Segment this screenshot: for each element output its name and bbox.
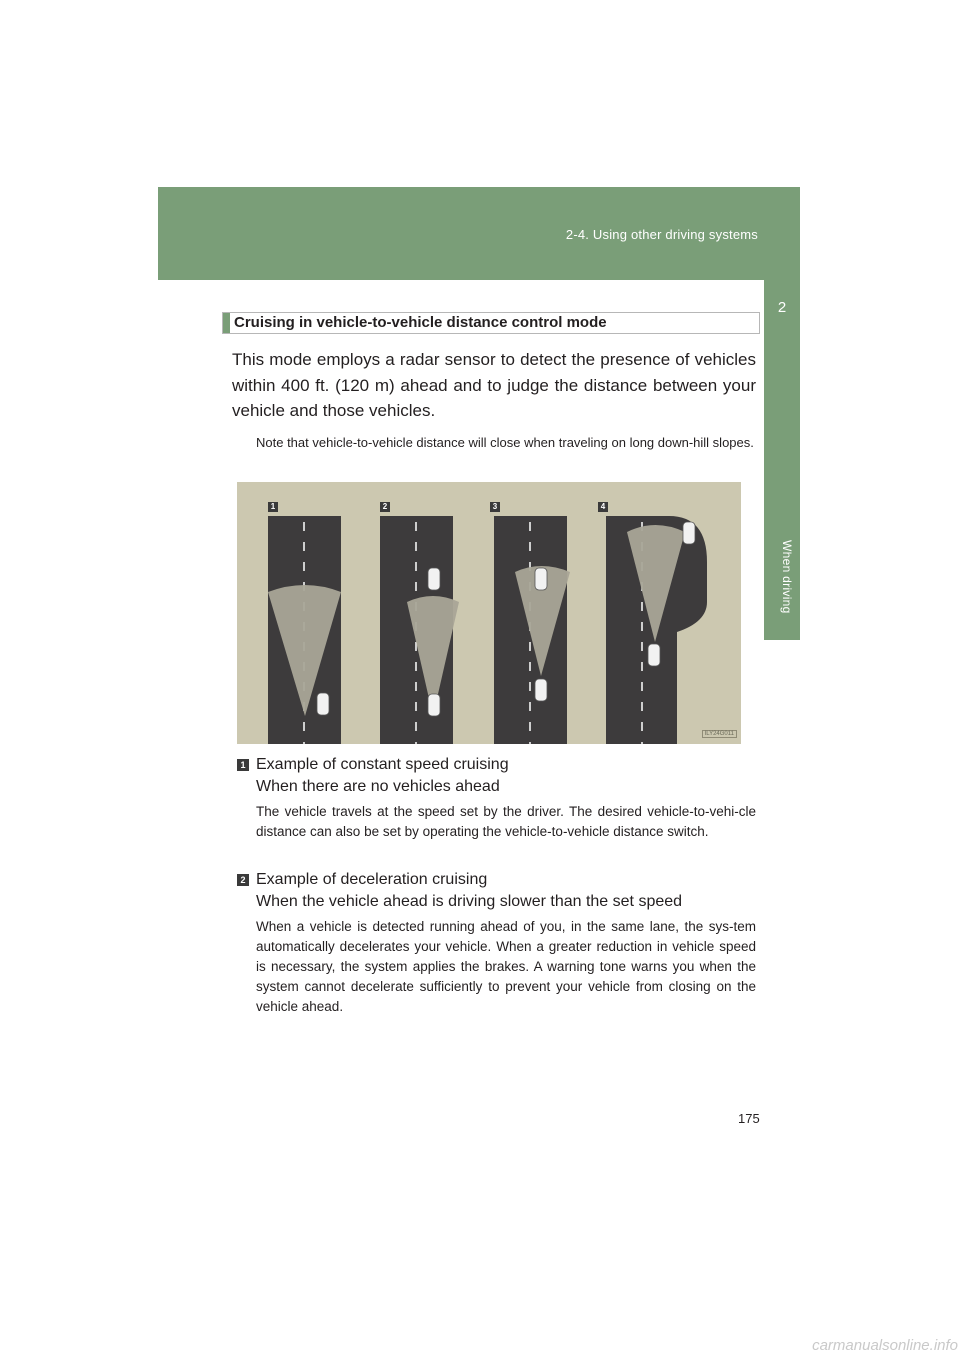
radar-illustration: [237, 482, 741, 744]
note-paragraph: Note that vehicle-to-vehicle distance will close when traveling on long down-hill slopes.: [256, 435, 754, 450]
own-car-4: [648, 644, 660, 666]
own-car-1: [317, 693, 329, 715]
figure-panel-4-label: 4: [598, 502, 608, 512]
chapter-number: 2: [764, 280, 800, 336]
header-band: [158, 187, 800, 280]
item-badge: 2: [237, 874, 249, 886]
item-title: Example of constant speed cruising When there are no vehicles ahead: [256, 756, 509, 795]
section-title: 2-4. Using other driving systems: [565, 227, 758, 242]
item-description: When a vehicle is detected running ahead of you, in the same lane, the sys-tem automatically decelerates your vehicle. When a greater reduction in vehicle speed is necessary, the system applies the brakes. A warning tone warns you when the system cannot decelerate sufficiently to prevent your vehicle from closing on the vehicle ahead.: [256, 919, 756, 1014]
figure-panel-3-label: 3: [490, 502, 500, 512]
figure-panel-2-label: 2: [380, 502, 390, 512]
item-description: The vehicle travels at the speed set by the driver. The desired vehicle-to-vehi-cle distance can also be set by operating the vehicle-to-vehicle distance switch.: [256, 804, 756, 839]
figure-code: ILY24G011: [702, 730, 737, 738]
merging-car-4: [683, 522, 695, 544]
page-number: 175: [738, 1111, 760, 1126]
heading-marker: [223, 313, 230, 333]
section-heading: [222, 312, 760, 334]
lead-car-2: [428, 568, 440, 590]
figure-panel-1-label: 1: [268, 502, 278, 512]
heading-text: Cruising in vehicle-to-vehicle distance control mode: [234, 314, 607, 331]
lead-car-3: [535, 568, 547, 590]
own-car-2: [428, 694, 440, 716]
item-title: Example of deceleration cruising When the vehicle ahead is driving slower than the set speed: [256, 871, 683, 910]
own-car-3: [535, 679, 547, 701]
roads-diagram: [237, 482, 741, 744]
item-badge: 1: [237, 759, 249, 771]
list-item: [237, 869, 757, 1029]
list-item: [237, 754, 757, 864]
chapter-label: When driving: [780, 540, 794, 614]
body-paragraph: This mode employs a radar sensor to detect the presence of vehicles within 400 ft. (120 m) ahead and to judge the distance between your vehicle and those vehicles.: [232, 350, 756, 420]
watermark: carmanualsonline.info: [812, 1337, 958, 1354]
